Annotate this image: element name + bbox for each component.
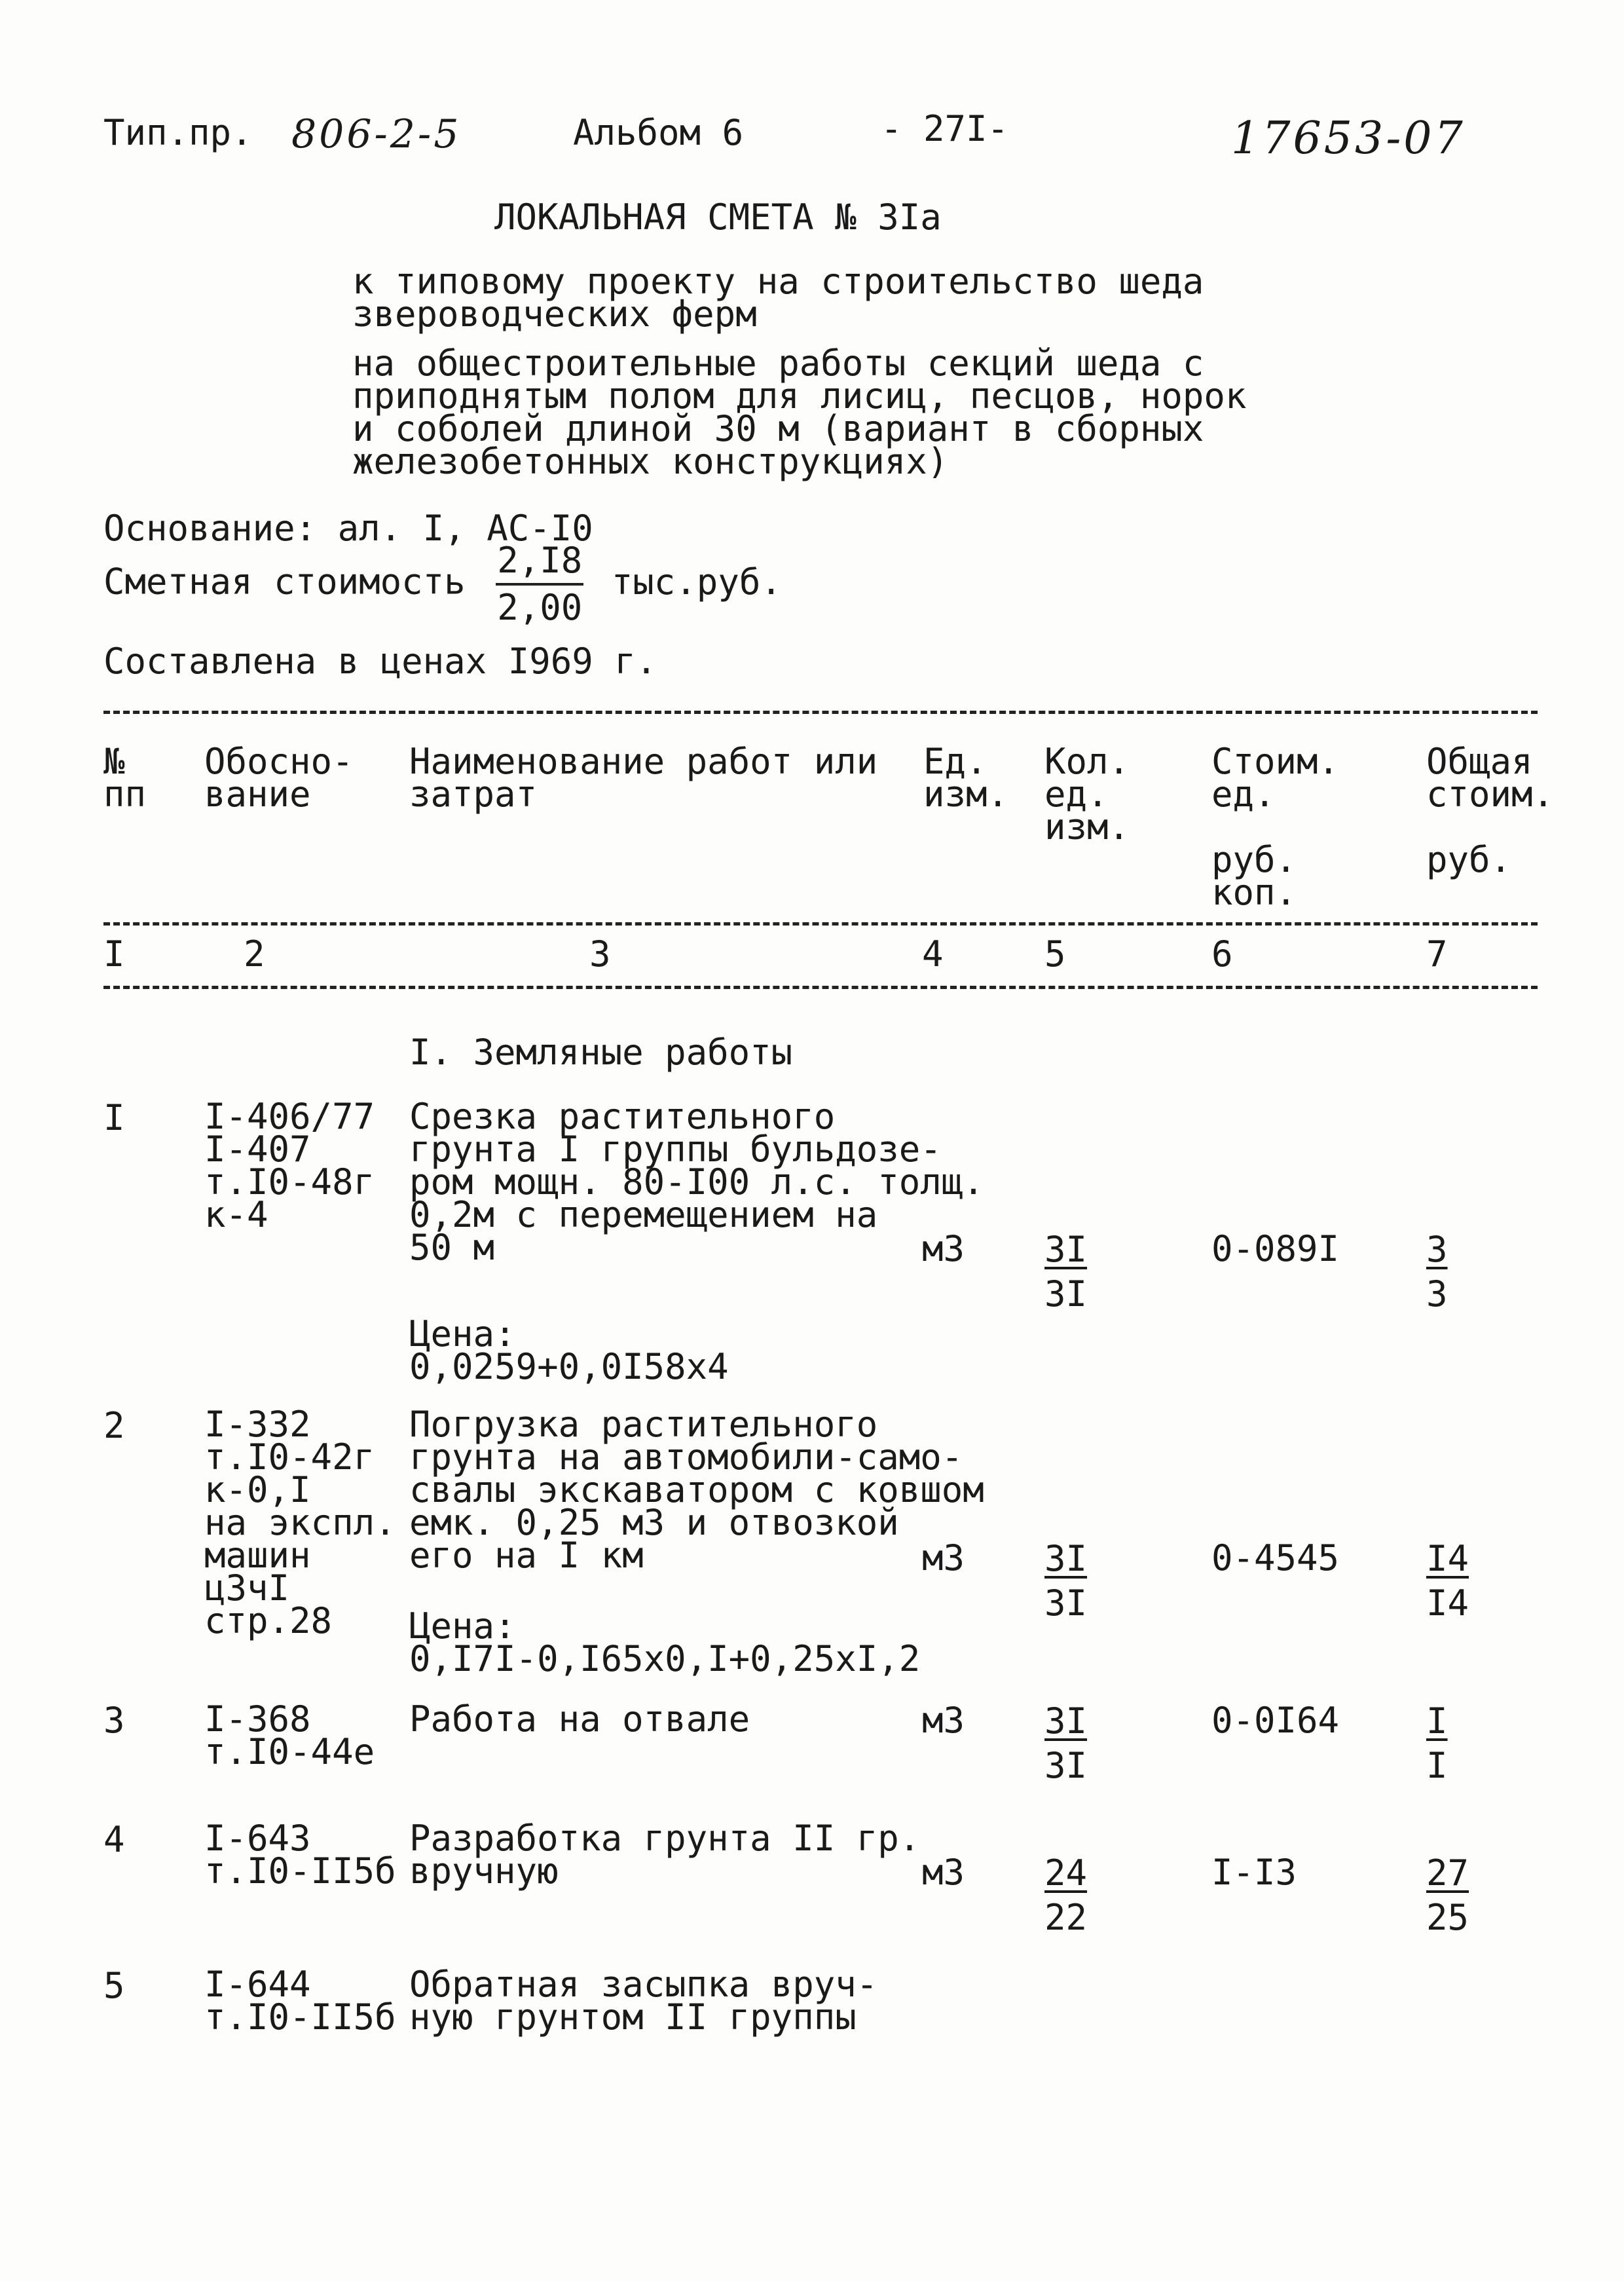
row-5-basis: I-644 т.I0-II5б [204, 1964, 396, 2038]
row-3-unit: м3 [922, 1700, 965, 1741]
estimated-cost-fraction [496, 538, 583, 630]
row-3-total-top: I [1426, 1700, 1448, 1742]
row-2-unit-cost: 0-4545 [1211, 1537, 1340, 1579]
column-number-6: 6 [1211, 933, 1233, 975]
table-top-divider [103, 711, 1538, 714]
header-unit-cost: Стоим. ед. руб. коп. [1211, 741, 1340, 913]
row-4-work-name: Разработка грунта II гр. вручную [409, 1818, 921, 1892]
row-2-work-name: Погрузка растительного грунта на автомобили-само- свалы экскаватором с ковшом емк. 0,25 м3 и отвозкой его на I км [409, 1404, 984, 1576]
album-label: Альбом 6 [573, 112, 744, 153]
column-number-5: 5 [1044, 933, 1066, 975]
row-1-quantity-top: 3I [1044, 1229, 1088, 1270]
estimate-subtitle-project: к типовому проекту на строительство шеда звероводческих ферм [352, 261, 1204, 335]
row-2-basis: I-332 т.I0-42г к-0,I на экспл. машин ц3чI стр.28 [204, 1404, 396, 1641]
row-3-quantity [1044, 1699, 1087, 1788]
row-2-quantity [1044, 1537, 1087, 1626]
column-numbers-divider [103, 986, 1538, 989]
type-project-label: Тип.пр. [103, 112, 253, 153]
column-number-2: 2 [244, 933, 265, 975]
row-3-quantity-top: 3I [1044, 1700, 1088, 1742]
row-1-total-bottom: 3 [1426, 1273, 1448, 1315]
row-4-quantity-top: 24 [1044, 1852, 1088, 1894]
estimate-subtitle-works: на общестроительные работы секций шеда с приподнятым полом для лисиц, песцов, норок и соболей длиной 30 м (вариант в сборных железобетонных конструкциях) [352, 343, 1247, 482]
row-3-total [1426, 1699, 1448, 1788]
row-4-unit: м3 [922, 1852, 965, 1893]
column-number-7: 7 [1426, 933, 1448, 975]
row-1-unit-cost: 0-089I [1211, 1228, 1340, 1269]
estimated-cost-label: Сметная стоимость [103, 561, 466, 603]
column-number-1: I [103, 933, 125, 975]
estimated-cost-line [103, 538, 782, 630]
project-number: 806-2-5 [291, 111, 462, 157]
header-bottom-divider [103, 922, 1538, 926]
estimate-title: ЛОКАЛЬНАЯ СМЕТА № 3Iа [494, 196, 942, 238]
estimated-cost-bottom: 2,00 [497, 587, 583, 628]
row-2-total-bottom: I4 [1426, 1582, 1469, 1624]
row-3-number: 3 [103, 1700, 125, 1741]
row-2-number: 2 [103, 1405, 125, 1446]
row-1-price-note: Цена: 0,0259+0,0I58x4 [409, 1313, 729, 1387]
row-1-total-top: 3 [1426, 1229, 1448, 1270]
column-number-4: 4 [922, 933, 944, 975]
row-5-work-name: Обратная засыпка вруч- ную грунтом II группы [409, 1964, 878, 2038]
header-quantity: Кол. ед. изм. [1044, 741, 1130, 848]
row-3-work-name: Работа на отвале [409, 1698, 750, 1740]
header-unit: Ед. изм. [923, 741, 1009, 815]
row-4-basis: I-643 т.I0-II5б [204, 1818, 396, 1892]
row-2-total [1426, 1537, 1469, 1626]
row-1-basis: I-406/77 I-407 т.I0-48г к-4 [204, 1096, 375, 1235]
basis-line: Основание: ал. I, АС-I0 [103, 508, 593, 549]
row-4-number: 4 [103, 1819, 125, 1860]
estimated-cost-unit: тыс.руб. [611, 561, 782, 603]
estimated-cost-top: 2,I8 [496, 538, 583, 586]
row-3-total-bottom: I [1426, 1745, 1448, 1786]
header-row-number: № пп [103, 741, 147, 815]
column-number-3: 3 [589, 933, 611, 975]
row-4-total-bottom: 25 [1426, 1897, 1469, 1938]
row-4-total-top: 27 [1426, 1852, 1469, 1894]
row-2-quantity-top: 3I [1044, 1538, 1088, 1579]
header-basis: Обосно- вание [204, 741, 354, 815]
row-3-unit-cost: 0-0I64 [1211, 1700, 1340, 1741]
row-1-quantity [1044, 1227, 1087, 1317]
row-1-work-name: Срезка растительного грунта I группы бульдозе- ром мощн. 80-I00 л.с. толщ. 0,2м с перемещением на 50 м [409, 1096, 984, 1268]
row-1-total [1426, 1227, 1448, 1317]
row-2-unit: м3 [922, 1537, 965, 1579]
row-4-quantity-bottom: 22 [1044, 1897, 1088, 1938]
prices-year-line: Составлена в ценах I969 г. [103, 641, 657, 682]
row-1-quantity-bottom: 3I [1044, 1273, 1088, 1315]
row-2-total-top: I4 [1426, 1538, 1469, 1579]
row-1-unit: м3 [922, 1228, 965, 1269]
row-1-number: I [103, 1097, 125, 1138]
row-4-quantity [1044, 1851, 1087, 1940]
row-2-price-note: Цена: 0,I7I-0,I65x0,I+0,25xI,2 [409, 1605, 921, 1679]
row-5-number: 5 [103, 1965, 125, 2006]
header-work-name: Наименование работ или затрат [409, 741, 878, 815]
document-number: 17653-07 [1231, 113, 1466, 164]
header-total-cost: Общая стоим. руб. [1426, 741, 1555, 880]
row-4-unit-cost: I-I3 [1211, 1852, 1297, 1893]
row-3-quantity-bottom: 3I [1044, 1745, 1088, 1786]
row-2-quantity-bottom: 3I [1044, 1582, 1088, 1624]
row-4-total [1426, 1851, 1469, 1940]
row-3-basis: I-368 т.I0-44е [204, 1698, 375, 1772]
section-title: I. Земляные работы [409, 1032, 793, 1073]
page-number: - 27I- [881, 108, 1009, 149]
